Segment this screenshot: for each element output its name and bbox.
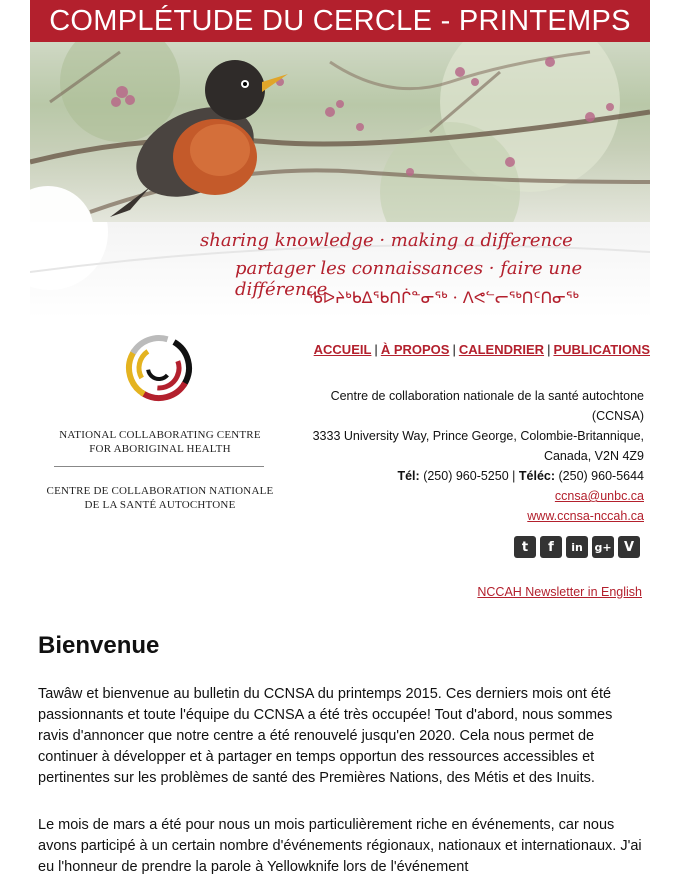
contact-phone-line (284, 466, 644, 486)
org-name-french (40, 484, 280, 512)
org-name-fr-line2: DE LA SANTÉ AUTOCHTONE (84, 499, 236, 511)
nav-separator: | (547, 342, 551, 357)
contact-org-acronym: (CCNSA) (591, 409, 644, 423)
contact-address-street: 3333 University Way, Prince George, Colombie-Britannique, (312, 429, 644, 443)
nav-link-accueil[interactable]: ACCUEIL (313, 342, 372, 357)
org-name-en-line1: NATIONAL COLLABORATING CENTRE (59, 429, 261, 441)
tagline-block (30, 222, 650, 318)
welcome-paragraph-2: Le mois de mars a été pour nous un mois particulièrement riche en événements, car nous avons participé à un certain nombre d'événements régionaux, nationaux et internationaux. J'ai eu l'honneur de prendre la parole à Yellowknife lors de l'événement (38, 817, 642, 875)
linkedin-icon[interactable]: in (566, 536, 588, 558)
tagline-french: partager les connaissances · faire une différence (235, 258, 583, 300)
org-name-english (40, 428, 280, 456)
facebook-icon[interactable]: f (540, 536, 562, 558)
org-name-en-line2: FOR ABORIGINAL HEALTH (89, 443, 231, 455)
english-newsletter-link[interactable]: NCCAH Newsletter in English (477, 585, 642, 599)
contact-address-postal: Canada, V2N 4Z9 (543, 449, 644, 463)
twitter-icon[interactable]: t (514, 536, 536, 558)
org-name-fr-line1: CENTRE DE COLLABORATION NATIONALE (46, 485, 274, 497)
welcome-paragraph-1: Tawâw et bienvenue au bulletin du CCNSA du printemps 2015. Ces derniers mois ont été passionnants et toute l'équipe du CCNSA a été très occupée! Tout d'abord, nous sommes ravis d'annoncer que notre centre a été renouvelé jusqu'en 2020. Cela nous permet de continuer à développer et à partager en temps opportun des ressources accessibles et pertinentes sur les problèmes de santé des Premières Nations, des Métis et des Inuits. (38, 686, 613, 786)
newsletter-banner-title: COMPLÉTUDE DU CERCLE - PRINTEMPS (30, 0, 650, 42)
phone-label: Tél: (397, 469, 420, 483)
nav-link-calendrier[interactable]: CALENDRIER (458, 342, 545, 357)
robin-illustration (30, 42, 650, 222)
nav-link-publications[interactable]: PUBLICATIONS (553, 342, 650, 357)
contact-website-link[interactable]: www.ccnsa-nccah.ca (527, 509, 644, 523)
tagline-inuktitut: ᖃᐅᔨᒃᑲᐃᖃᑎᒌᓐᓂᖅ · ᐱᕙᓪᓕᖅᑎᑦᑎᓂᖅ (306, 288, 579, 307)
nav-separator: | (452, 342, 456, 357)
org-name-divider (54, 466, 264, 467)
contact-block (284, 386, 644, 526)
tagline-english: sharing knowledge · making a difference (200, 230, 573, 251)
contact-org-name: Centre de collaboration nationale de la santé autochtone (330, 389, 644, 403)
vine-icon[interactable]: V (618, 536, 640, 558)
contact-email-link[interactable]: ccnsa@unbc.ca (554, 489, 644, 503)
nav-link-a-propos[interactable]: À PROPOS (380, 342, 450, 357)
fax-label: Téléc: (518, 469, 556, 483)
phone-separator: | (512, 469, 516, 483)
page-title: Bienvenue (38, 632, 160, 659)
fax-number: (250) 960-5644 (558, 469, 644, 483)
phone-number: (250) 960-5250 (423, 469, 509, 483)
nccah-logo-icon (124, 333, 194, 408)
social-icons (514, 536, 640, 558)
hero-image (30, 42, 650, 222)
main-nav (314, 342, 650, 357)
googleplus-icon[interactable]: g+ (592, 536, 614, 558)
nav-separator: | (374, 342, 378, 357)
